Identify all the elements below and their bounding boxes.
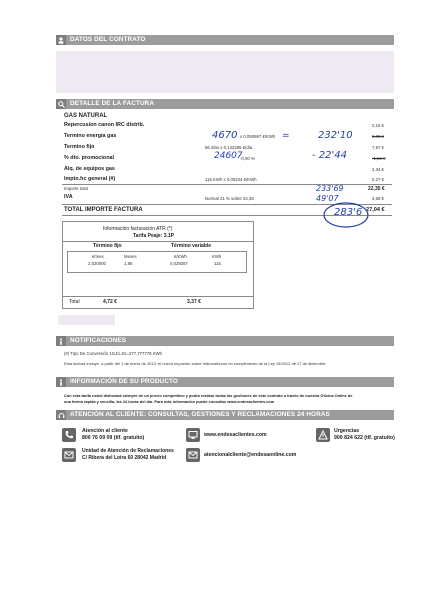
claims-address: C/ Ribera del Loira 60 28042 Madrid xyxy=(82,455,167,461)
phone-icon xyxy=(62,428,76,442)
invoice-group-title: GAS NATURAL xyxy=(64,113,108,119)
contract-section-title: DATOS DEL CONTRATO xyxy=(70,36,146,43)
invoice-row-label: % dto. promocional xyxy=(64,155,115,161)
atr-total-variable: 3,37 € xyxy=(187,299,201,305)
invoice-row-label: Termino energía gas xyxy=(64,133,117,139)
invoice-row-detail: 56 días x 0,142295 €/día xyxy=(205,145,253,150)
atr-value: 115 xyxy=(214,261,221,266)
invoice-row-amount: 2,15 € xyxy=(372,123,384,128)
email-icon xyxy=(186,448,200,462)
computer-icon xyxy=(186,428,200,442)
atr-head: KWh xyxy=(212,254,222,259)
invoice-section-title: DETALLE DE LA FACTURA xyxy=(70,100,155,107)
atr-value: 1,86 xyxy=(124,261,133,266)
atr-value: 0,029287 xyxy=(170,261,188,266)
invoice-row-amount: 0,27 € xyxy=(372,177,384,182)
contract-section-header xyxy=(56,35,394,45)
atr-table xyxy=(62,221,254,309)
atr-head: Meses xyxy=(124,254,137,259)
invoice-row-label: Impto.hc general (#) xyxy=(64,176,116,182)
info-icon xyxy=(56,377,66,387)
handwritten-note: 24607 xyxy=(214,151,243,161)
invoice-row-label: Termino fijo xyxy=(64,144,95,150)
handwritten-note: = xyxy=(282,131,290,141)
search-icon xyxy=(56,99,66,109)
headset-icon xyxy=(56,410,66,420)
handwritten-note: 283'6 xyxy=(334,207,363,218)
handwritten-note: 232'10 xyxy=(318,130,353,141)
alert-icon xyxy=(316,428,330,442)
contract-data-area xyxy=(56,51,394,93)
email-link[interactable]: atencionalcliente@endesaonline.com xyxy=(204,452,297,458)
invoice-row-amount: 2,34 € xyxy=(372,167,384,172)
atr-total-label: Total xyxy=(69,299,80,305)
invoice-row-detail: -0,00 % xyxy=(240,156,255,161)
mail-icon xyxy=(62,448,76,462)
iva-amount: 4,69 € xyxy=(372,196,384,201)
product-section-title: INFORMACIÓN DE SU PRODUCTO xyxy=(70,378,178,385)
notice-line: (#) Tipo De Conversión 1GJ/LJG=277,777778 KWh xyxy=(64,351,163,356)
handwritten-note: 4670 xyxy=(212,130,238,141)
atr-value: 2,530000 xyxy=(88,261,106,266)
invoice-row-label: Alq. de equipos gas xyxy=(64,166,115,172)
invoice-row-label: Repercusion canon IRC distrib. xyxy=(64,122,145,128)
handwritten-note: - 22'44 xyxy=(312,150,347,161)
invoice-row-amount: 5,88 € xyxy=(372,134,384,139)
handwritten-note: 49'07 xyxy=(316,194,339,203)
web-link[interactable]: www.endesaclientes.com xyxy=(204,432,267,438)
customer-section-title: ATENCIÓN AL CLIENTE: CONSULTAS, GESTIONES Y RECLAMACIONES 24 HORAS xyxy=(70,411,330,418)
invoice-row-amount: -1,64 € xyxy=(372,156,386,161)
notice-line: Esta factura incluye, a partir del 1 de enero de 2013, el nuevo impuesto sobre hidrocarburos en cumplimiento de la Ley 15/2012 de 27 de diciembre. xyxy=(64,361,327,366)
atr-head: €/mes xyxy=(92,254,104,259)
notices-section-title: NOTIFICACIONES xyxy=(70,337,127,344)
product-section-header xyxy=(56,377,394,387)
total-label: TOTAL IMPORTE FACTURA xyxy=(64,207,143,213)
urgent-number: 900 824 622 (tlf. gratuito) xyxy=(334,435,395,441)
tax-base-amount: 22,35 € xyxy=(368,186,385,192)
info-icon xyxy=(56,336,66,346)
phone-title: Atención al cliente xyxy=(82,428,128,434)
invoice-row-amount: 7,97 € xyxy=(372,145,384,150)
atr-head: €/KWh xyxy=(174,254,187,259)
urgent-title: Urgencias xyxy=(334,428,360,434)
invoice-row-detail: 115 KWh x 0,00234 €/KWh xyxy=(205,177,257,182)
claims-title: Unidad de Atención de Reclamaciones xyxy=(82,448,174,454)
atr-values-box xyxy=(67,251,247,273)
atr-tariff: Tarifa Peaje: 3.1P xyxy=(133,233,175,239)
divider xyxy=(63,241,253,242)
shaded-block xyxy=(58,315,115,325)
atr-col-variable: Término variable xyxy=(171,243,212,249)
divider xyxy=(63,296,253,297)
customer-section-header xyxy=(56,410,394,420)
tax-base-label: Importe total xyxy=(64,186,88,191)
handwritten-note: 233'69 xyxy=(316,184,344,193)
notices-section-header xyxy=(56,336,394,346)
phone-number: 800 76 09 09 (tlf. gratuito) xyxy=(82,435,145,441)
total-amount: 27,04 € xyxy=(366,207,385,213)
atr-total-fixed: 4,72 € xyxy=(103,299,117,305)
product-line: Con esta tarifa usted disfrutará siempre de un precio competitivo y podrá realizar todas las gestiones de este contrato a través de nuestra Oficina Online de xyxy=(64,393,353,398)
atr-title: Información facturación ATR (*) xyxy=(103,226,173,232)
iva-label: IVA xyxy=(64,194,73,200)
iva-detail: Normal 21 % sobre 22,35 xyxy=(205,196,254,201)
product-line: una forma rápida y sencilla, las 24 horas del día. Para más información puede consultar www.endesaclientes.com xyxy=(64,399,275,404)
user-icon xyxy=(56,35,66,45)
invoice-row-detail: x 0,050987 €/KWh xyxy=(240,134,276,139)
invoice-section-header xyxy=(56,99,394,109)
atr-col-fixed: Término fijo xyxy=(93,243,122,249)
